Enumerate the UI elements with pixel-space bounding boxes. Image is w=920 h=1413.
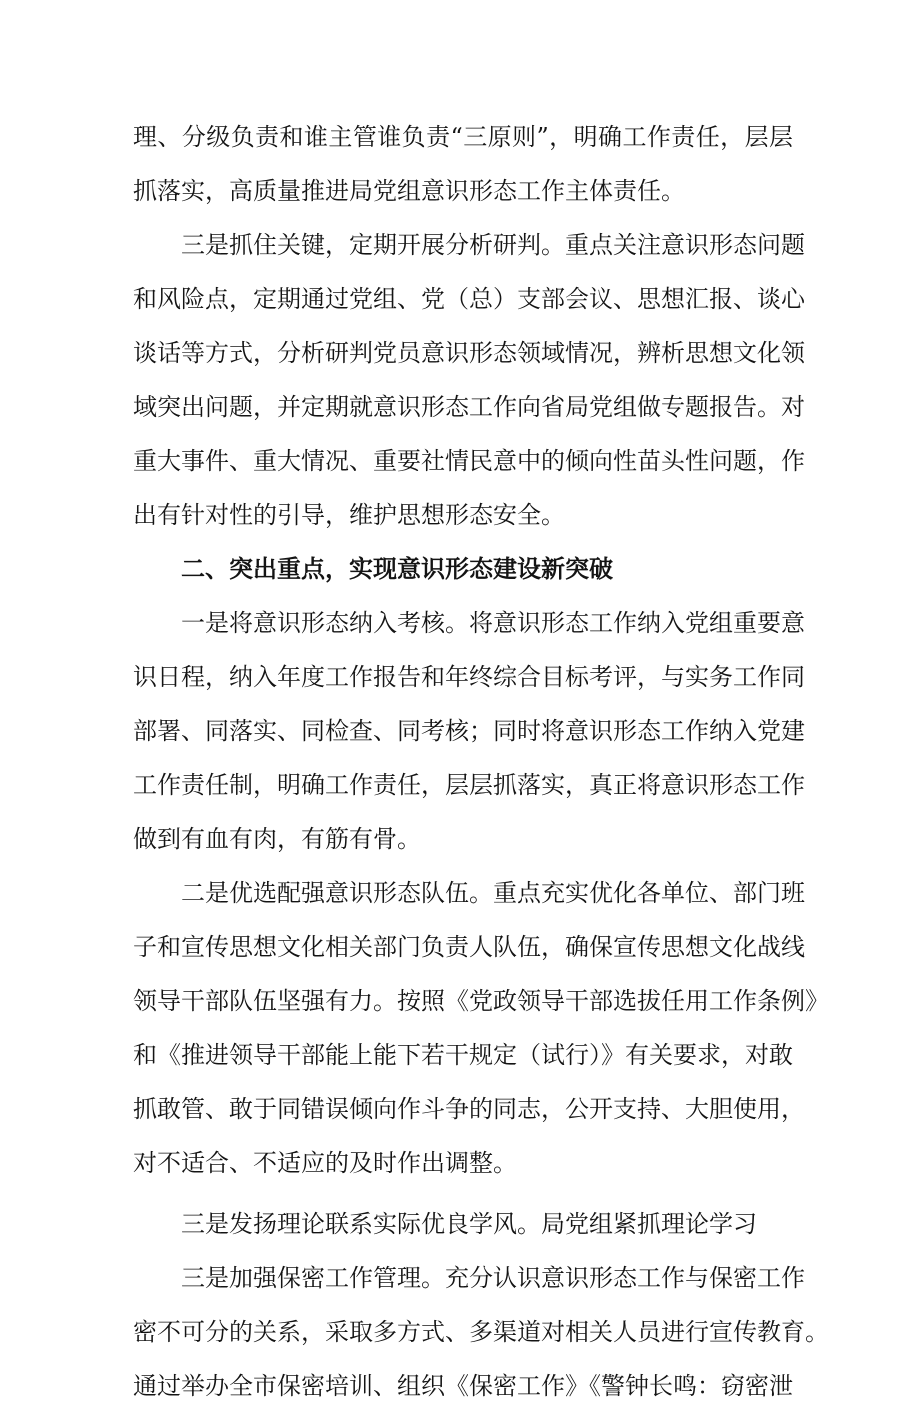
- paragraph-line: 领导干部队伍坚强有力。按照《党政领导干部选拔任用工作条例》: [133, 987, 829, 1015]
- paragraph-line: 和《推进领导干部能上能下若干规定（试行）》有关要求，对敢: [133, 1041, 793, 1069]
- paragraph-line: 三是抓住关键，定期开展分析研判。重点关注意识形态问题: [181, 231, 805, 259]
- paragraph-line: 二是优选配强意识形态队伍。重点充实优化各单位、部门班: [181, 879, 805, 907]
- paragraph-line: 对不适合、不适应的及时作出调整。: [133, 1149, 517, 1177]
- paragraph-line: 抓落实，高质量推进局党组意识形态工作主体责任。: [133, 177, 685, 205]
- paragraph-line: 密不可分的关系，采取多方式、多渠道对相关人员进行宣传教育。: [133, 1318, 829, 1346]
- paragraph-line: 抓敢管、敢于同错误倾向作斗争的同志，公开支持、大胆使用，: [133, 1095, 805, 1123]
- paragraph-line: 通过举办全市保密培训、组织《保密工作》《警钟长鸣：窃密泄: [133, 1372, 793, 1400]
- paragraph-line: 谈话等方式，分析研判党员意识形态领域情况，辨析思想文化领: [133, 339, 805, 367]
- paragraph-line: 和风险点，定期通过党组、党（总）支部会议、思想汇报、谈心: [133, 285, 805, 313]
- paragraph-line: 识日程，纳入年度工作报告和年终综合目标考评，与实务工作同: [133, 663, 805, 691]
- paragraph-line: 做到有血有肉，有筋有骨。: [133, 825, 421, 853]
- paragraph-line: 出有针对性的引导，维护思想形态安全。: [133, 501, 565, 529]
- paragraph-line: 一是将意识形态纳入考核。将意识形态工作纳入党组重要意: [181, 609, 805, 637]
- section-heading: 二、突出重点，实现意识形态建设新突破: [181, 554, 613, 583]
- paragraph-line: 三是发扬理论联系实际优良学风。局党组紧抓理论学习: [181, 1210, 757, 1238]
- paragraph-line: 子和宣传思想文化相关部门负责人队伍，确保宣传思想文化战线: [133, 933, 805, 961]
- paragraph-line: 域突出问题，并定期就意识形态工作向省局党组做专题报告。对: [133, 393, 805, 421]
- paragraph-line: 重大事件、重大情况、重要社情民意中的倾向性苗头性问题，作: [133, 447, 805, 475]
- paragraph-line: 部署、同落实、同检查、同考核；同时将意识形态工作纳入党建: [133, 717, 805, 745]
- paragraph-line: 三是加强保密工作管理。充分认识意识形态工作与保密工作: [181, 1264, 805, 1292]
- paragraph-line: 理、分级负责和谁主管谁负责“三原则”，明确工作责任，层层: [133, 123, 793, 151]
- document-body: [133, 110, 829, 1413]
- paragraph-line: 工作责任制，明确工作责任，层层抓落实，真正将意识形态工作: [133, 771, 805, 799]
